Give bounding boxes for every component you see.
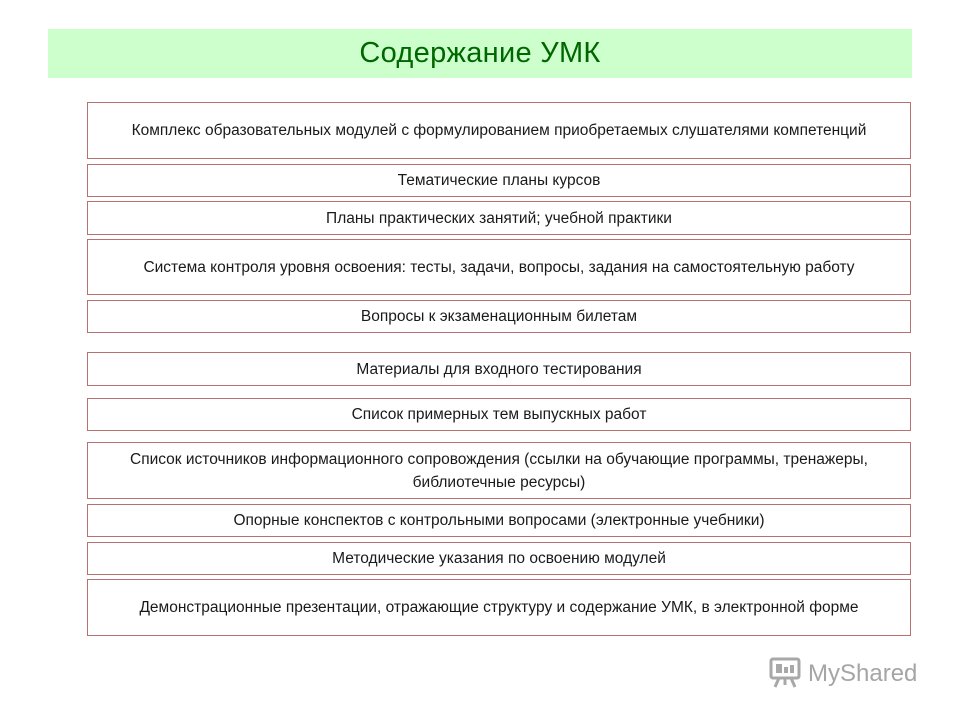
content-item-exam-questions: Вопросы к экзаменационным билетам	[87, 300, 911, 333]
presentation-board-icon	[768, 655, 802, 694]
content-item-guidelines: Методические указания по освоению модулей	[87, 542, 911, 575]
content-item-control-system: Система контроля уровня освоения: тесты, задачи, вопросы, задания на самостоятельную работу	[87, 239, 911, 295]
page-title: Содержание УМК	[359, 37, 601, 69]
content-item-entry-testing: Материалы для входного тестирования	[87, 352, 911, 386]
content-item-thematic-plans: Тематические планы курсов	[87, 164, 911, 197]
content-item-thesis-topics: Список примерных тем выпускных работ	[87, 398, 911, 431]
title-banner	[48, 29, 912, 78]
content-item-info-sources: Список источников информационного сопровождения (ссылки на обучающие программы, тренажеры, библиотечные ресурсы)	[87, 442, 911, 499]
content-item-practical-plans: Планы практических занятий; учебной практики	[87, 201, 911, 235]
watermark-text: MyShared	[808, 660, 918, 687]
watermark-logo	[768, 657, 917, 691]
content-item-presentations: Демонстрационные презентации, отражающие структуру и содержание УМК, в электронной форме	[87, 579, 911, 636]
content-item-lecture-notes: Опорные конспектов с контрольными вопросами (электронные учебники)	[87, 504, 911, 537]
content-item-modules: Комплекс образовательных модулей с формулированием приобретаемых слушателями компетенций	[87, 102, 911, 159]
